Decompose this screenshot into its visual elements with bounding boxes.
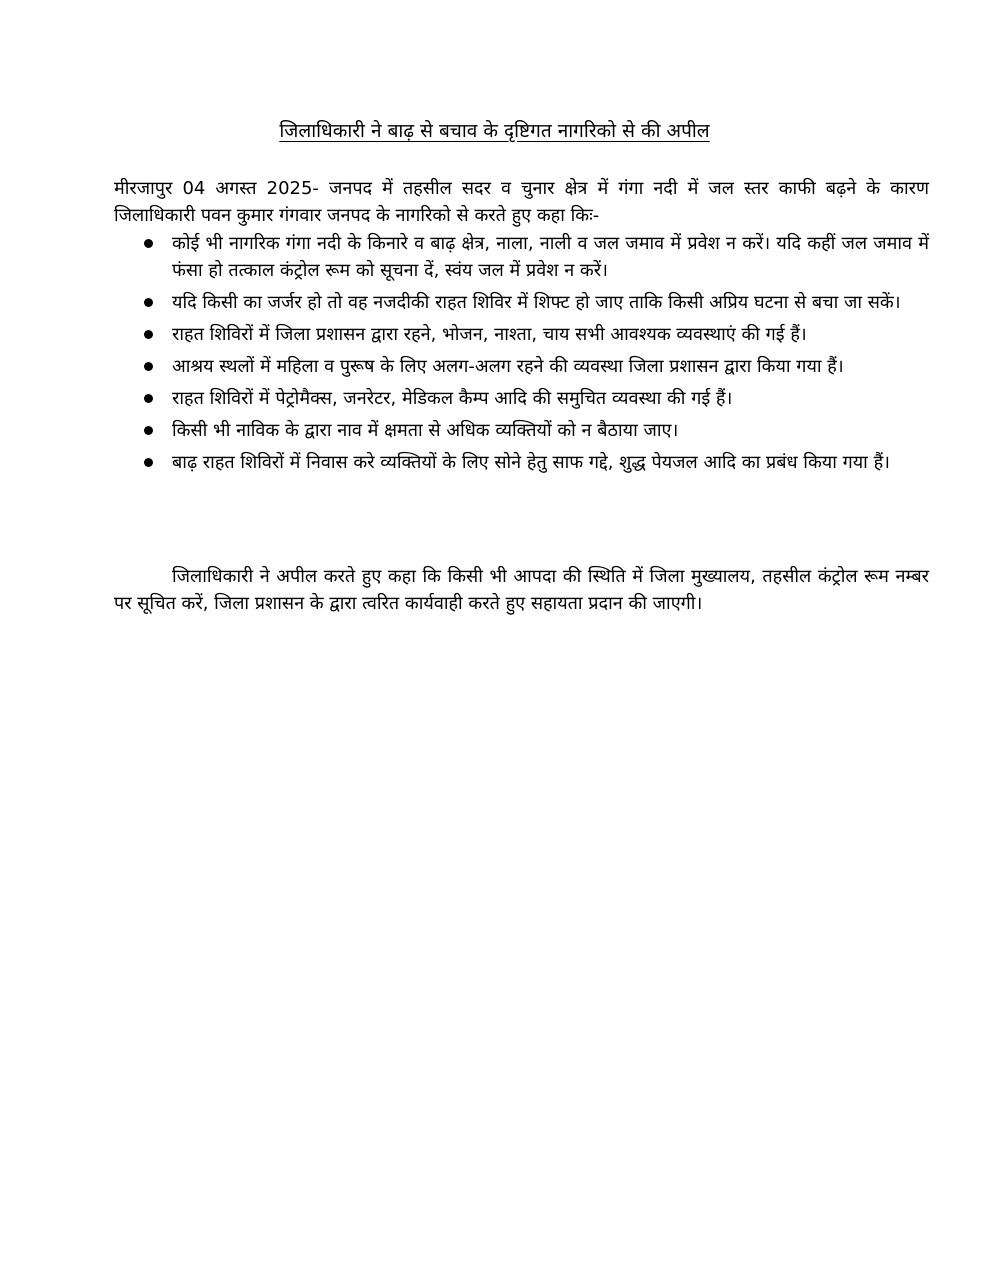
list-item-text: यदि किसी का जर्जर हो तो वह नजदीकी राहत शिविर में शिफ्ट हो जाए ताकि किसी अप्रिय घटना से बचा जा सकें। (172, 292, 901, 313)
bullet-icon (144, 239, 153, 248)
bullet-icon (144, 298, 153, 307)
bullet-icon (144, 362, 153, 371)
list-item (114, 385, 929, 412)
list-item-text: राहत शिविरों में पेट्रोमैक्स, जनरेटर, मेडिकल कैम्प आदि की समुचित व्यवस्था की गई हैं। (172, 388, 733, 409)
bullet-icon (144, 330, 153, 339)
list-item (114, 321, 929, 348)
list-item (114, 230, 929, 284)
bullet-list (114, 230, 929, 481)
list-item (114, 289, 929, 316)
list-item-text: आश्रय स्थलों में महिला व पुरूष के लिए अलग-अलग रहने की व्यवस्था जिला प्रशासन द्वारा किया गया हैं। (172, 356, 844, 377)
list-item-text: किसी भी नाविक के द्वारा नाव में क्षमता से अधिक व्यक्तियों को न बैठाया जाए। (172, 420, 679, 441)
list-item (114, 353, 929, 380)
bullet-icon (144, 394, 153, 403)
list-item (114, 417, 929, 444)
list-item-text: बाढ़ राहत शिविरों में निवास करे व्यक्तियों के लिए सोने हेतु साफ गद्दे, शुद्ध पेयजल आदि का प्रबंध किया गया हैं। (172, 452, 890, 473)
closing-paragraph: जिलाधिकारी ने अपील करते हुए कहा कि किसी भी आपदा की स्थिति में जिला मुख्यालय, तहसील कंट्रोल रूम नम्बर पर सूचित करें, जिला प्रशासन के द्वारा त्वरित कार्यवाही करते हुए सहायता प्रदान की जाएगी। (114, 566, 929, 614)
list-item-text: कोई भी नागरिक गंगा नदी के किनारे व बाढ़ क्षेत्र, नाला, नाली व जल जमाव में प्रवेश न करें। यदि कहीं जल जमाव में फंसा हो तत्काल कंट्रोल रूम को सूचना दें, स्वंय जल में प्रवेश न करें। (172, 233, 929, 281)
intro-paragraph: मीरजापुर 04 अगस्त 2025- जनपद में तहसील सदर व चुनार क्षेत्र में गंगा नदी में जल स्तर काफी बढ़ने के कारण जिलाधिकारी पवन कुमार गंगवार जनपद के नागरिको से करते हुए कहा किः- (114, 178, 929, 226)
list-item-text: राहत शिविरों में जिला प्रशासन द्वारा रहने, भोजन, नाश्ता, चाय सभी आवश्यक व्यवस्थाएं की गई हैं। (172, 324, 807, 345)
list-item (114, 449, 929, 476)
bullet-icon (144, 426, 153, 435)
document-title: जिलाधिकारी ने बाढ़ से बचाव के दृष्टिगत नागरिको से की अपील (279, 120, 710, 142)
bullet-icon (144, 458, 153, 467)
